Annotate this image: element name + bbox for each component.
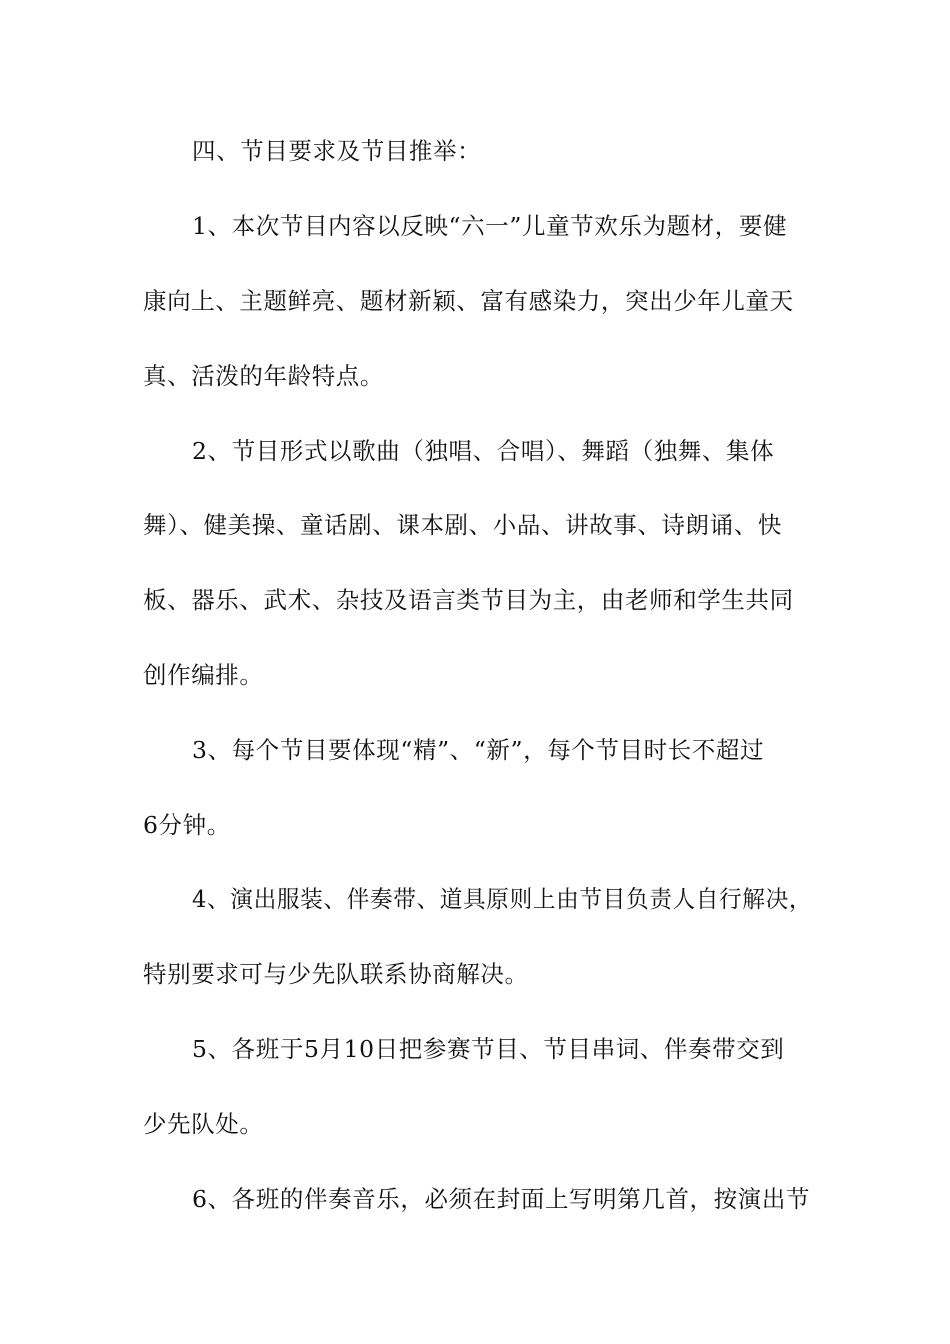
paragraph-2-line-1: 2、节目形式以歌曲（独唱、合唱）、舞蹈（独舞、集体	[192, 437, 775, 465]
paragraph-3-line-2: 6分钟。	[143, 811, 231, 839]
paragraph-5-line-1: 5、各班于5月10日把参赛节目、节目串词、伴奏带交到	[192, 1035, 785, 1063]
paragraph-1-line-2: 康向上、主题鲜亮、题材新颖、富有感染力，突出少年儿童天	[143, 287, 794, 315]
paragraph-1-line-3: 真、活泼的年龄特点。	[143, 362, 384, 390]
paragraph-5-line-2: 少先队处。	[143, 1110, 264, 1138]
section-heading: 四、节目要求及节目推举：	[192, 137, 482, 165]
paragraph-2-line-3: 板、器乐、武术、杂技及语言类节目为主，由老师和学生共同	[143, 586, 794, 614]
paragraph-6-line-1: 6、各班的伴奏音乐，必须在封面上写明第几首，按演出节	[192, 1185, 811, 1213]
paragraph-4-line-2: 特别要求可与少先队联系协商解决。	[143, 960, 529, 988]
paragraph-4-line-1: 4、演出服装、伴奏带、道具原则上由节目负责人自行解决，	[192, 885, 813, 913]
paragraph-1-line-1: 1、本次节目内容以反映“六一”儿童节欢乐为题材，要健	[192, 212, 788, 240]
paragraph-2-line-2: 舞）、健美操、童话剧、课本剧、小品、讲故事、诗朗诵、快	[143, 511, 782, 539]
paragraph-3-line-1: 3、每个节目要体现“精”、“新”，每个节目时长不超过	[192, 736, 765, 764]
paragraph-2-line-4: 创作编排。	[143, 661, 264, 689]
